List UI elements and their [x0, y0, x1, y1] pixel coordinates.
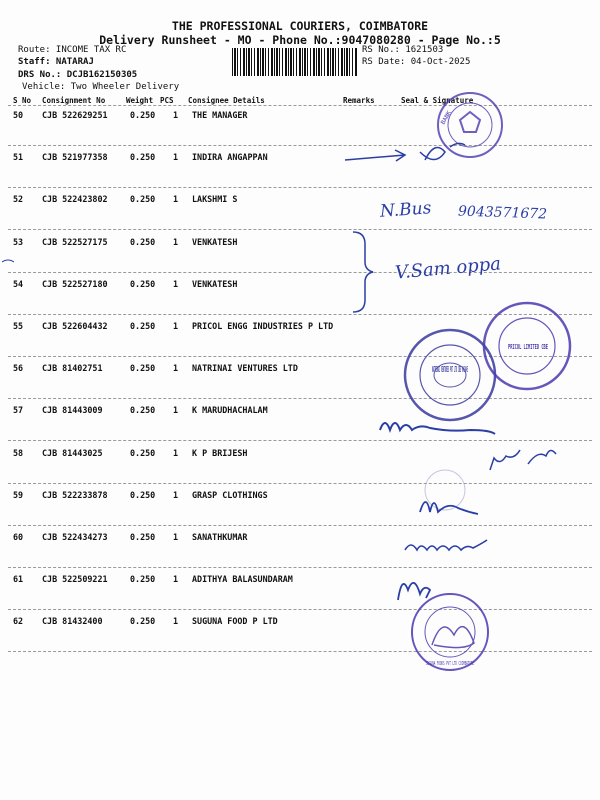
signature-54: V.Sam oppa	[394, 253, 502, 284]
row-consignee: SANATHKUMAR	[192, 532, 248, 542]
row-consignee: THE MANAGER	[192, 110, 248, 120]
row-pcs: 1	[173, 532, 179, 542]
row-consignment-no: CJB 522233878	[42, 489, 108, 500]
row-sno: 50	[13, 110, 24, 120]
row-sno: 62	[13, 616, 24, 627]
rs-number: RS No.: 1621503	[362, 45, 444, 55]
row-consignee: LAKSHMI S	[192, 194, 238, 205]
bank-stamp-text: BANK	[439, 109, 453, 126]
row-sno: 53	[13, 236, 24, 247]
row-consignment-no: CJB 522423802	[42, 194, 108, 205]
row-consignee: PRICOL ENGG INDUSTRIES P LTD	[192, 321, 334, 331]
drs-label: DRS No.: DCJB162150305	[18, 70, 138, 80]
row-consignee: GRASP CLOTHINGS	[192, 489, 268, 500]
signature-50	[420, 143, 465, 160]
row-consignment-no: CJB 81443009	[42, 405, 103, 416]
natrinai-stamp-text: NATRINAI VENTURES PVT LTD CBE 641045	[432, 365, 469, 374]
row-pcs: 1	[173, 110, 179, 120]
arrow-51	[345, 150, 405, 161]
row-sno: 58	[13, 447, 24, 458]
row-pcs: 1	[173, 616, 179, 627]
pricol-stamp-text: PRICOL LIMITED CBE	[508, 343, 548, 351]
row-weight: 0.250	[130, 321, 156, 331]
margin-mark	[2, 260, 14, 262]
row-weight: 0.250	[130, 447, 156, 458]
row-pcs: 1	[173, 152, 179, 163]
row-weight: 0.250	[130, 194, 156, 205]
col-weight: Weight	[126, 96, 154, 105]
row-weight: 0.250	[130, 489, 156, 500]
row-sno: 57	[13, 405, 24, 416]
row-consignee: VENKATESH	[192, 236, 238, 247]
natrinai-stamp	[405, 330, 495, 420]
row-sno: 59	[13, 489, 24, 500]
row-consignment-no: CJB 522527175	[42, 236, 108, 247]
brace-53-54	[353, 232, 373, 312]
row-consignment-no: CJB 522434273	[42, 532, 108, 542]
staff-label: Staff: NATARAJ	[18, 57, 94, 67]
row-pcs: 1	[173, 236, 179, 247]
row-consignee: ADITHYA BALASUNDARAM	[192, 574, 293, 585]
row-sno: 55	[13, 321, 24, 331]
row-sno: 61	[13, 574, 24, 585]
signature-57	[380, 423, 495, 434]
row-consignee: SUGUNA FOOD P LTD	[192, 616, 278, 627]
row-consignment-no: CJB 522527180	[42, 278, 108, 289]
row-consignment-no: CJB 81443025	[42, 447, 103, 458]
row-pcs: 1	[173, 194, 179, 205]
vehicle-label: Vehicle: Two Wheeler Delivery	[22, 82, 180, 92]
row-consignment-no: CJB 522629251	[42, 110, 108, 120]
col-pcs: PCS	[160, 96, 174, 105]
row-consignment-no: CJB 81402751	[42, 363, 103, 374]
row-weight: 0.250	[130, 236, 156, 247]
signature-60	[405, 540, 487, 550]
row-pcs: 1	[173, 574, 179, 585]
grasp-stamp	[425, 470, 465, 510]
row-pcs: 1	[173, 363, 179, 374]
row-pcs: 1	[173, 447, 179, 458]
route-label: Route: INCOME TAX RC	[18, 45, 127, 55]
row-weight: 0.250	[130, 110, 156, 120]
col-seal-signature: Seal & Signature	[401, 96, 474, 105]
signature-58	[490, 450, 556, 470]
row-weight: 0.250	[130, 278, 156, 289]
col-consignee: Consignee Details	[188, 96, 265, 105]
row-consignee: VENKATESH	[192, 278, 238, 289]
row-pcs: 1	[173, 278, 179, 289]
row-weight: 0.250	[130, 405, 156, 416]
row-sno: 56	[13, 363, 24, 374]
row-pcs: 1	[173, 489, 179, 500]
row-sno: 51	[13, 152, 24, 163]
signature-59	[420, 502, 478, 514]
col-sno: S No	[13, 96, 32, 105]
signature-61	[398, 583, 430, 600]
row-consignment-no: CJB 521977358	[42, 152, 108, 163]
suguna-stamp-text: SUGUNA FOODS PVT LTD COIMBATORE	[426, 661, 474, 667]
runsheet-subtitle: Delivery Runsheet - MO - Phone No.:9047080280 - Page No.:5	[99, 33, 501, 47]
company-title: THE PROFESSIONAL COURIERS, COIMBATORE	[171, 19, 429, 33]
row-consignment-no: CJB 81432400	[42, 616, 103, 627]
signature-52: N.Bus	[379, 198, 432, 222]
row-weight: 0.250	[130, 574, 156, 585]
handwritten-phone: 9043571672	[457, 203, 548, 223]
row-sno: 60	[13, 532, 24, 542]
row-consignee: K P BRIJESH	[192, 447, 248, 458]
row-weight: 0.250	[130, 532, 156, 542]
row-consignment-no: CJB 522509221	[42, 574, 108, 585]
row-sno: 52	[13, 194, 24, 205]
row-weight: 0.250	[130, 363, 156, 374]
row-weight: 0.250	[130, 616, 156, 627]
row-pcs: 1	[173, 405, 179, 416]
row-consignee: NATRINAI VENTURES LTD	[192, 363, 298, 374]
suguna-stamp	[412, 594, 488, 670]
row-consignment-no: CJB 522604432	[42, 321, 108, 331]
col-consignment: Consignment No	[42, 96, 106, 105]
col-remarks: Remarks	[343, 96, 375, 105]
rs-date: RS Date: 04-Oct-2025	[362, 57, 471, 67]
row-weight: 0.250	[130, 152, 156, 163]
bank-stamp	[438, 93, 502, 157]
row-pcs: 1	[173, 321, 179, 331]
row-consignee: INDIRA ANGAPPAN	[192, 152, 268, 163]
row-consignee: K MARUDHACHALAM	[192, 405, 268, 416]
row-sno: 54	[13, 278, 24, 289]
